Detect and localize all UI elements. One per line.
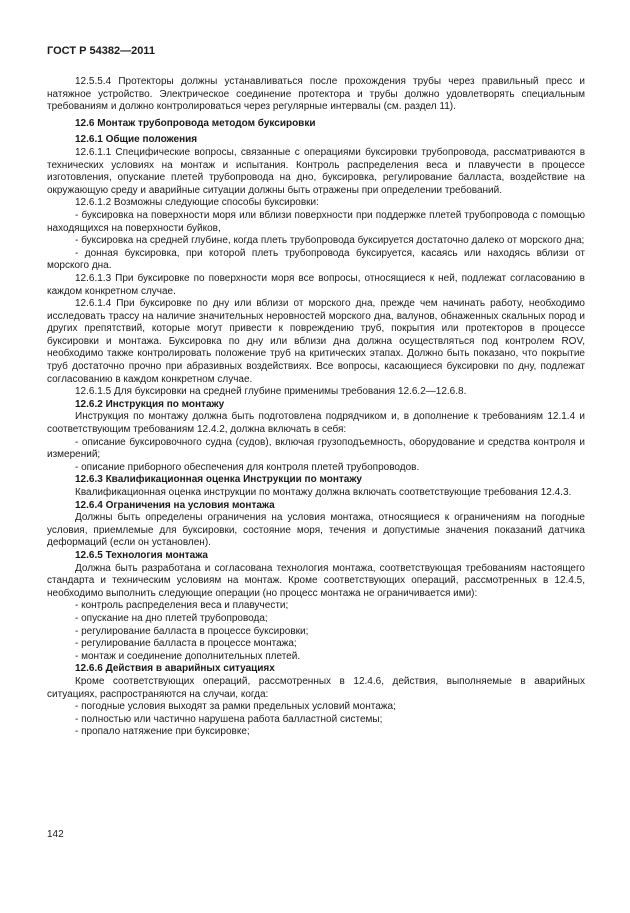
document-body <box>47 76 585 739</box>
paragraph-7: - донная буксировка, при которой плеть трубопровода буксируется, касаясь или находясь вблизи от морского дна. <box>47 247 585 272</box>
paragraph-5: - буксировка на поверхности моря или вблизи поверхности при поддержке плетей трубопровода с помощью находящихся на поверхности буйков, <box>47 209 585 234</box>
page-number: 142 <box>47 829 64 840</box>
document-header: ГОСТ Р 54382—2011 <box>47 45 155 57</box>
paragraph-12: Инструкция по монтажу должна быть подготовлена подрядчиком и, в дополнение к требованиям 12.1.4 и соответствующим требованиям 12.4.2, должна включать в себя: <box>47 411 585 436</box>
paragraph-4: 12.6.1.2 Возможны следующие способы буксировки: <box>75 197 319 209</box>
paragraph-2: 12.6.1 Общие положения <box>75 134 198 146</box>
paragraph-15: 12.6.3 Квалификационная оценка Инструкции по монтажу <box>75 474 362 486</box>
paragraph-26: 12.6.6 Действия в аварийных ситуациях <box>75 663 275 675</box>
paragraph-17: 12.6.4 Ограничения на условия монтажа <box>75 499 275 511</box>
paragraph-0: 12.5.5.4 Протекторы должны устанавливаться после прохождения трубы через правильный пресс и натяжное устройство. Электрическое соединение протектора и трубы должно удовлетворять специальным требованиям и должно контролироваться через регулярные интервалы (см. раздел 11). <box>47 76 585 113</box>
paragraph-23: - регулирование балласта в процессе буксировки; <box>75 625 309 637</box>
paragraph-19: 12.6.5 Технология монтажа <box>75 549 208 561</box>
paragraph-18: Должны быть определены ограничения на условия монтажа, относящиеся к ограничениям на погодные условия, приемлемые для буксировки, состояние моря, течения и допустимые значения показаний датчика деформаций (если он установлен). <box>47 512 585 549</box>
paragraph-6: - буксировка на средней глубине, когда плеть трубопровода буксируется достаточно далеко от морского дна; <box>75 235 585 247</box>
paragraph-27: Кроме соответствующих операций, рассмотренных в 12.4.6, действия, выполняемые в аварийных ситуациях, распространяются на случаи, когда: <box>47 675 585 700</box>
paragraph-1: 12.6 Монтаж трубопровода методом буксировки <box>75 117 316 129</box>
paragraph-3: 12.6.1.1 Специфические вопросы, связанные с операциями буксировки трубопровода, рассматриваются в технических условиях на монтаж и испытания. Контроль распределения веса и плавучести в процессе изготовления, опускание плетей трубопровода на дно, буксировка, регулирование балласта, воздействие на окружающую среду и аварийные ситуации должны быть отражены при определении требований. <box>47 146 585 196</box>
paragraph-10: 12.6.1.5 Для буксировки на средней глубине применимы требования 12.6.2—12.6.8. <box>75 386 467 398</box>
paragraph-20: Должна быть разработана и согласована технология монтажа, соответствующая требованиям настоящего стандарта и техническим условиям на монтаж. Кроме соответствующих операций, рассмотренных в 12.4.5, необходимо выполнить следующие операции (но процесс монтажа не ограничивается ими): <box>47 562 585 599</box>
paragraph-11: 12.6.2 Инструкция по монтажу <box>75 398 225 410</box>
paragraph-28: - погодные условия выходят за рамки предельных условий монтажа; <box>75 701 396 713</box>
paragraph-22: - опускание на дно плетей трубопровода; <box>75 612 268 624</box>
paragraph-30: - пропало натяжение при буксировке; <box>75 726 250 738</box>
paragraph-13: - описание буксировочного судна (судов), включая грузоподъемность, оборудование и средства контроля и измерений; <box>47 436 585 461</box>
paragraph-21: - контроль распределения веса и плавучести; <box>75 600 289 612</box>
paragraph-8: 12.6.1.3 При буксировке по поверхности моря все вопросы, относящиеся к ней, подлежат согласованию в каждом конкретном случае. <box>47 272 585 297</box>
paragraph-24: - регулирование балласта в процессе монтажа; <box>75 638 297 650</box>
paragraph-25: - монтаж и соединение дополнительных плетей. <box>75 650 301 662</box>
paragraph-29: - полностью или частично нарушена работа балластной системы; <box>75 713 383 725</box>
paragraph-14: - описание приборного обеспечения для контроля плетей трубопроводов. <box>75 461 420 473</box>
paragraph-16: Квалификационная оценка инструкции по монтажу должна включать соответствующие требования 12.4.3. <box>75 487 572 498</box>
paragraph-9: 12.6.1.4 При буксировке по дну или вблизи от морского дна, прежде чем начинать работу, необходимо исследовать трассу на наличие значительных неровностей морского дна, валунов, обнаженных скальных пород и других препятствий, которые могут привести к повреждению труб, покрытия или протекторов в процессе буксировки и монтажа. Буксировка по дну или вблизи дна должна осуществляться под контролем ROV, необходимо также контролировать положение труб на критических этапах. Должно быть показано, что покрытие труб достаточно прочно при абразивных воздействиях. Все вопросы, касающиеся буксировки по дну, подлежат согласованию в каждом конкретном случае. <box>47 298 585 385</box>
